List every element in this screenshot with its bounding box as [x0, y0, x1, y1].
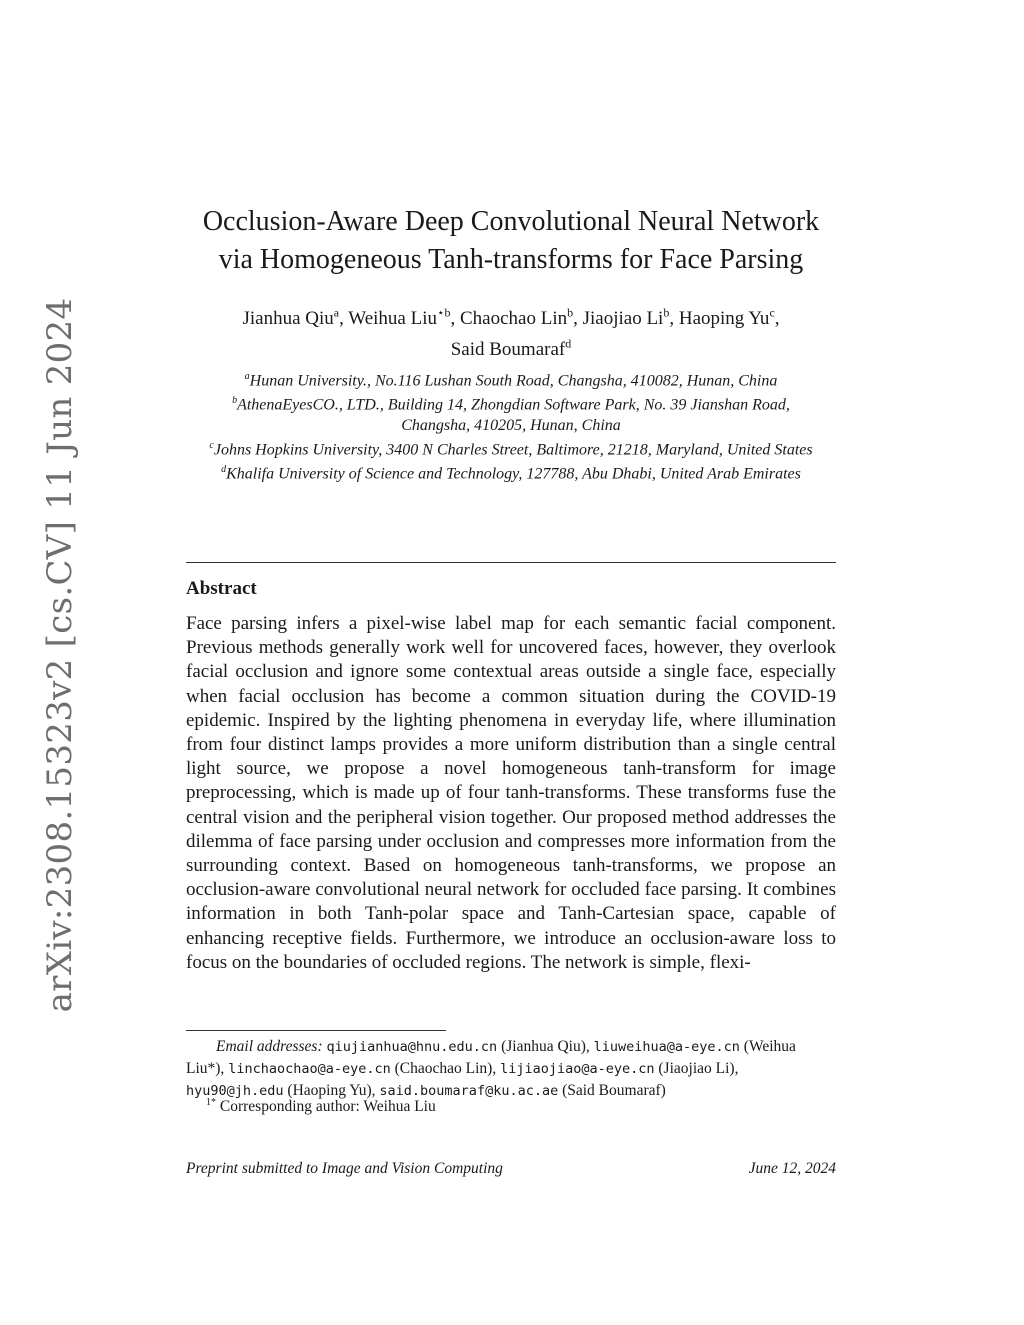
affiliation: $^c$Johns Hopkins University, 3400 N Charles Street, Baltimore, 21218, Maryland, United States: [209, 439, 813, 458]
author: Said Boumaraf$^d$: [450, 336, 572, 360]
author: Chaochao Lin$^b$,: [460, 306, 583, 330]
author: Jiaojiao Li$^b$,: [582, 306, 679, 330]
email-footnote: Email addresses: qiujianhua@hnu.edu.cn (Jianhua Qiu), liuweihua@a-eye.cn (Weihua Liu*), linchaochao@a-eye.cn (Chaochao Lin), lijiaojiao@a-eye.cn (Jiaojiao Li), hyu90@jh.edu (Haoping Yu), said.boumaraf@ku.ac.ae (Said Boumaraf): [186, 1038, 796, 1099]
affiliation: $^a$Hunan University., No.116 Lushan South Road, Changsha, 410082, Hunan, China: [244, 371, 778, 390]
affiliation: $^d$Khalifa University of Science and Technology, 127788, Abu Dhabi, United Arab Emirates: [221, 463, 801, 483]
affiliation: $^b$AthenaEyesCO., LTD., Building 14, Zhongdian Software Park, No. 39 Jianshan Road, Changsha, 410205, Hunan, China: [232, 395, 790, 434]
email-link[interactable]: qiujianhua@hnu.edu.cn: [326, 1039, 498, 1055]
email-link[interactable]: said.boumaraf@ku.ac.ae: [379, 1083, 559, 1099]
email-link[interactable]: linchaochao@a-eye.cn: [228, 1061, 391, 1077]
author: Weihua Liu$^{⋆b}$,: [348, 306, 460, 330]
abstract-text: Face parsing infers a pixel-wise label map for each semantic facial component. Previous methods generally work well for uncovered faces, however, they overlook facial occlusion and ignore some contextual areas outside a single face, especially when facial occlusion has become a common situation during the COVID-19 epidemic. Inspired by the lighting phenomena in everyday life, where illumination from four distinct lamps provides a more uniform distribution than a single central light source, we propose a novel homogeneous tanh-transform for image preprocessing, which is made up of four tanh-transforms. These transforms fuse the central vision and the peripheral vision together. Our proposed method addresses the dilemma of face parsing under occlusion and compresses more information from the surrounding context. Based on homogeneous tanh-transforms, we propose an occlusion-aware convolutional neural network for occluded face parsing. It combines information in both Tanh-polar space and Tanh-Cartesian space, capable of enhancing receptive fields. Furthermore, we introduce an occlusion-aware loss to focus on the boundaries of occluded regions. The network is simple, flexi-: [186, 613, 836, 973]
preprint-note: Preprint submitted to Image and Vision Computing: [186, 1160, 503, 1177]
email-link[interactable]: lijiaojiao@a-eye.cn: [500, 1061, 655, 1077]
affiliations: [186, 367, 836, 484]
preprint-date: June 12, 2024: [748, 1160, 836, 1177]
title-line-1: Occlusion-Aware Deep Convolutional Neural Network: [202, 206, 820, 237]
email-label: Email addresses:: [216, 1038, 323, 1055]
footnote-divider: [186, 1030, 446, 1031]
title-line-2: via Homogeneous Tanh-transforms for Face Parsing: [218, 244, 804, 275]
abstract-heading: Abstract: [186, 578, 257, 599]
author: Jianhua Qiu$^a$,: [242, 306, 349, 330]
author-list: [186, 301, 836, 362]
arxiv-identifier: arXiv:2308.15323v2 [cs.CV] 11 Jun 2024: [40, 297, 80, 1013]
header-divider: [186, 562, 836, 563]
email-link[interactable]: hyu90@jh.edu: [186, 1083, 284, 1099]
author: Haoping Yu$^c$,: [678, 306, 780, 330]
email-link[interactable]: liuweihua@a-eye.cn: [593, 1039, 740, 1055]
corresponding-author-note: $^{1*}$ Corresponding author: Weihua Liu: [206, 1097, 436, 1116]
paper-title: [186, 203, 836, 279]
